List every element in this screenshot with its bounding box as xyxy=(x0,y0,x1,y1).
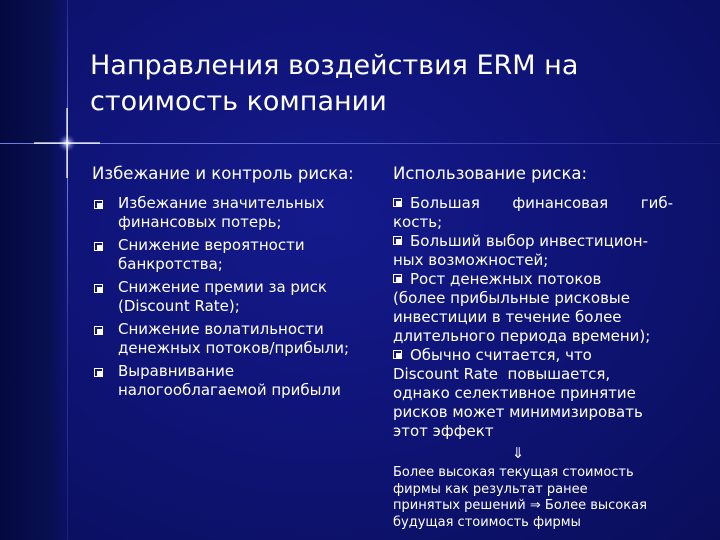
conclusion-line-4: будущая стоимость фирмы xyxy=(393,514,581,530)
list-item xyxy=(92,236,382,274)
list-item-text: налогооблагаемой прибыли xyxy=(118,381,341,399)
paragraph-text: Большая финансовая гиб- xyxy=(410,194,673,212)
list-item-text: Снижение волатильности xyxy=(118,320,324,338)
left-bullet-list xyxy=(92,194,382,400)
right-paragraph-3-line-3: инвестиции в течение более xyxy=(393,308,622,326)
right-heading: Использование риска: xyxy=(393,164,588,183)
checkbox-bullet-icon xyxy=(94,284,103,293)
list-item-text: Избежание значительных xyxy=(118,194,325,212)
conclusion-line-3 xyxy=(393,498,673,515)
right-column xyxy=(393,163,673,531)
right-paragraph-2-line-1 xyxy=(393,232,673,251)
list-item xyxy=(92,194,382,232)
checkbox-bullet-icon xyxy=(393,236,402,245)
conclusion-text: Более высокая xyxy=(544,498,647,513)
checkbox-bullet-icon xyxy=(94,200,103,209)
right-arrow-icon: ⇒ xyxy=(529,498,541,513)
conclusion-text: принятых решений xyxy=(393,498,526,513)
page-title xyxy=(90,48,690,120)
horizontal-divider-line xyxy=(0,143,720,144)
list-item xyxy=(92,278,382,316)
right-paragraph-1-line-1 xyxy=(393,194,673,213)
list-item-text: денежных потоков/прибыли; xyxy=(118,339,350,357)
checkbox-bullet-icon xyxy=(94,368,103,377)
paragraph-text: Больший выбор инвестицион- xyxy=(410,232,649,250)
checkbox-bullet-icon xyxy=(393,198,402,207)
right-paragraph-4-line-1 xyxy=(393,346,673,365)
right-paragraph-1-line-2: кость; xyxy=(393,213,443,231)
left-column xyxy=(92,163,382,404)
right-paragraph-4-line-5: этот эффект xyxy=(393,422,494,440)
right-paragraph-3-line-4: длительного периода времени); xyxy=(393,327,651,345)
list-item xyxy=(92,320,382,358)
right-paragraph-4-line-3: однако селективное принятие xyxy=(393,384,636,402)
down-arrow-icon: ⇓ xyxy=(511,444,525,462)
paragraph-text: Рост денежных потоков xyxy=(410,270,602,288)
vertical-divider-line xyxy=(67,0,68,540)
right-paragraph-4-line-4: рисков может минимизировать xyxy=(393,403,643,421)
list-item-text: финансовых потерь; xyxy=(118,213,282,231)
list-item-text: Снижение вероятности xyxy=(118,236,305,254)
list-item xyxy=(92,362,382,400)
right-paragraph-3-line-1 xyxy=(393,270,673,289)
list-item-text: банкротства; xyxy=(118,255,223,273)
checkbox-bullet-icon xyxy=(94,242,103,251)
conclusion-line-1: Более высокая текущая стоимость xyxy=(393,465,634,480)
checkbox-bullet-icon xyxy=(393,350,402,359)
right-paragraph-3-line-2: (более прибыльные рисковые xyxy=(393,289,631,307)
checkbox-bullet-icon xyxy=(393,274,402,283)
title-line-2: стоимость компании xyxy=(90,86,387,117)
title-line-1: Направления воздействия ERM на xyxy=(90,50,579,81)
right-paragraph-4-line-2: Discount Rate повышается, xyxy=(393,365,611,383)
list-item-text: Снижение премии за риск xyxy=(118,278,327,296)
list-item-text: Выравнивание xyxy=(118,362,235,380)
left-heading: Избежание и контроль риска: xyxy=(92,164,354,183)
checkbox-bullet-icon xyxy=(94,326,103,335)
right-paragraph-2-line-2: ных возможностей; xyxy=(393,251,549,269)
left-decorative-band xyxy=(0,0,68,540)
conclusion-line-2: фирмы как результат ранее xyxy=(393,481,588,497)
paragraph-text: Обычно считается, что xyxy=(410,346,592,364)
list-item-text: (Discount Rate); xyxy=(118,297,240,315)
